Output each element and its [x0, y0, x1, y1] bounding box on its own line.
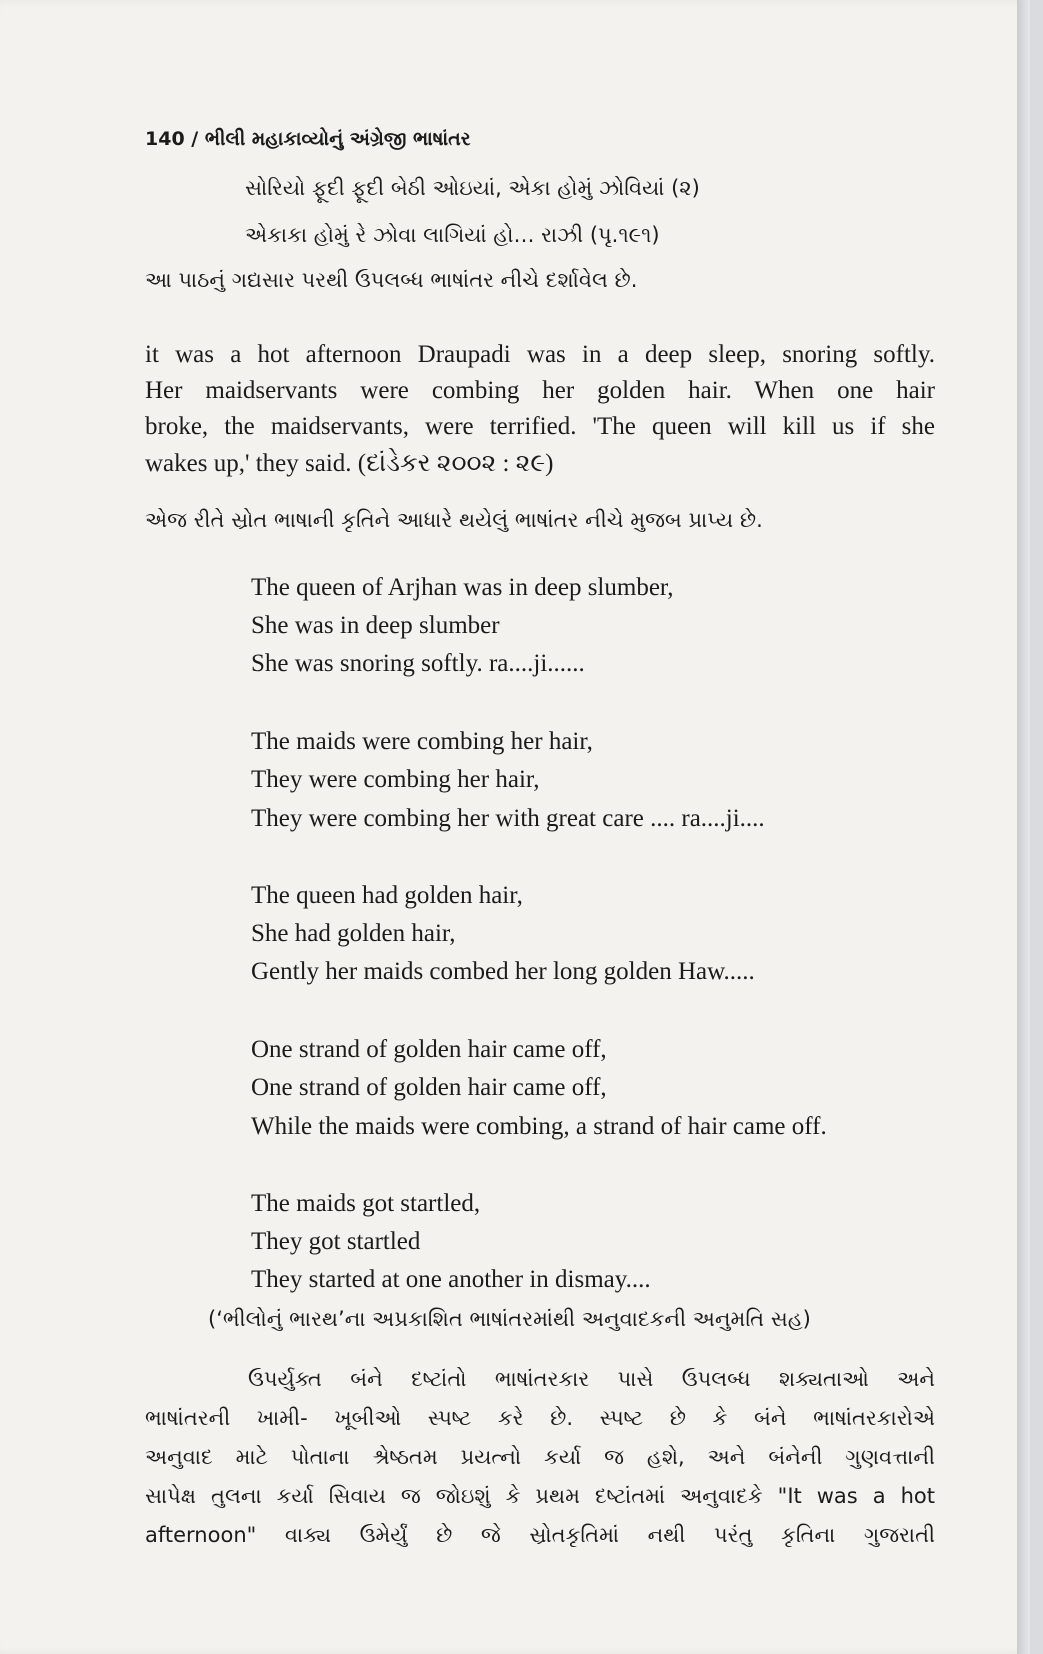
paragraph-line: afternoon" વાક્ય ઉમેર્યું છે જે સ્રોતકૃતિમાં નથી પરંતુ કૃતિના ગુજરાતી — [145, 1523, 935, 1547]
paragraph-line: સાપેક્ષ તુલના કર્યા સિવાય જ જોઇશું કે પ્રથમ દષ્ટાંતમાં અનુવાદકે "It was a hot — [145, 1484, 935, 1508]
poem-line: While the maids were combing, a strand of hair came off. — [251, 1113, 827, 1140]
poem-line: Gently her maids combed her long golden Haw..... — [251, 958, 755, 985]
intro-line: એજ રીતે સ્રોત ભાષાની કૃતિને આધારે થયેલું ભાષાંતર નીચે મુજબ પ્રાપ્ય છે. — [145, 508, 763, 532]
paragraph-line: અનુવાદ માટે પોતાના શ્રેષ્ઠતમ પ્રયત્નો કર્યા જ હશે, અને બંનેની ગુણવત્તાની — [145, 1445, 935, 1469]
credit-note: (‘ભીલોનું ભારથ’ના અપ્રકાશિત ભાષાંતરમાંથી અનુવાદકની અનુમતિ સહ) — [208, 1307, 811, 1331]
poem-line: They were combing her with great care .... ra....ji.... — [251, 805, 765, 832]
poem-line: She was snoring softly. ra....ji...... — [251, 650, 585, 677]
poem-line: They were combing her hair, — [251, 766, 540, 793]
poem-line: She was in deep slumber — [251, 612, 500, 639]
poem-line: The queen had golden hair, — [251, 882, 523, 909]
prose-line: Her maidservants were combing her golden hair. When one hair — [145, 377, 935, 404]
poem-line: They got startled — [251, 1228, 421, 1255]
paragraph-line: ભાષાંતરની ખામી- ખૂબીઓ સ્પષ્ટ કરે છે. સ્પષ્ટ છે કે બંને ભાષાંતરકારોએ — [145, 1406, 935, 1430]
poem-line: The queen of Arjhan was in deep slumber, — [251, 574, 674, 601]
poem-line: One strand of golden hair came off, — [251, 1074, 607, 1101]
poem-line: She had golden hair, — [251, 920, 456, 947]
prose-line: broke, the maidservants, were terrified. 'The queen will kill us if she — [145, 413, 935, 440]
poem-line: They started at one another in dismay.... — [251, 1266, 651, 1293]
intro-line: આ પાઠનું ગદ્યસાર પરથી ઉપલબ્ધ ભાષાંતર નીચે દર્શાવેલ છે. — [145, 268, 638, 292]
page-header: 140 / ભીલી મહાકાવ્યોનું અંગ્રેજી ભાષાંતર — [145, 128, 471, 150]
prose-line: it was a hot afternoon Draupadi was in a deep sleep, snoring softly. — [145, 341, 935, 368]
prose-line: wakes up,' they said. (દાંડેકર ૨૦૦૨ : ૨૯) — [145, 450, 554, 477]
page-edge — [1017, 0, 1030, 1654]
poem-line: The maids were combing her hair, — [251, 728, 593, 755]
poem-line: One strand of golden hair came off, — [251, 1036, 607, 1063]
paragraph-line: ઉપર્યુક્ત બંને દષ્ટાંતો ભાષાંતરકાર પાસે ઉપલબ્ધ શક્યતાઓ અને — [248, 1367, 935, 1391]
gujarati-verse-line: સોરિયો ફૂદી ફૂદી બેઠી ઓઇયાં, એકા હોમું ઝોવિયાં (૨) — [245, 176, 700, 200]
gujarati-verse-line: એકાકા હોમું રે ઝોવા લાગિયાં હો… રાઝી (પૃ.૧૯૧) — [245, 223, 660, 247]
poem-line: The maids got startled, — [251, 1190, 481, 1217]
